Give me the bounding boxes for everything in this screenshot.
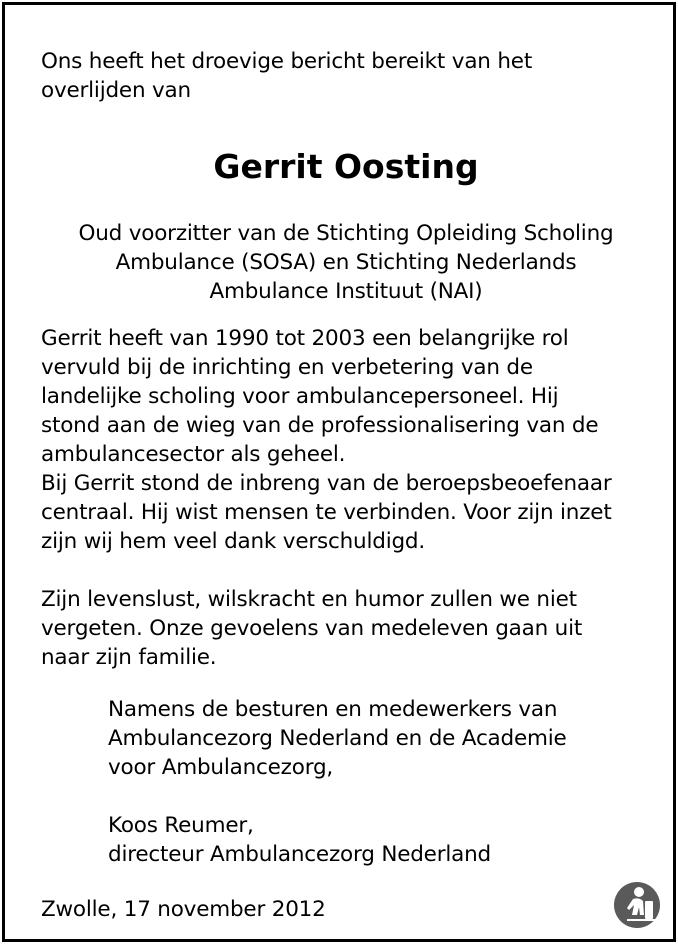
deceased-name: Gerrit Oosting <box>213 147 479 186</box>
intro-text: Ons heeft het droevige bericht bereikt van het overlijden van <box>41 49 533 103</box>
place-date: Zwolle, 17 november 2012 <box>41 897 326 922</box>
body-paragraph-1: Gerrit heeft van 1990 tot 2003 een belangrijke rol vervuld bij de inrichting en verbetering van de landelijke scholing voor ambulancepersoneel. Hij stond aan de wieg van de professionalisering van de ambulancesector als geheel. Bij Gerrit stond de inbreng van de beroepsbeoefenaar centraal. Hij wist mensen te verbinden. Voor zijn inzet zijn wij hem veel dank verschuldigd. <box>41 326 612 554</box>
signer-text: Koos Reumer, directeur Ambulancezorg Nederland <box>108 813 491 867</box>
body-paragraph-2: Zijn levenslust, wilskracht en humor zullen we niet vergeten. Onze gevoelens van medeleven gaan uit naar zijn familie. <box>41 587 583 670</box>
role-description: Oud voorzitter van de Stichting Opleiding Scholing Ambulance (SOSA) en Stichting Nederlands Ambulance Instituut (NAI) <box>78 221 614 304</box>
notice-content <box>41 47 651 924</box>
memorial-figure-icon <box>613 881 661 929</box>
notice-frame <box>2 2 676 942</box>
signoff-text: Namens de besturen en medewerkers van Ambulancezorg Nederland en de Academie voor Ambulancezorg, <box>108 697 567 780</box>
